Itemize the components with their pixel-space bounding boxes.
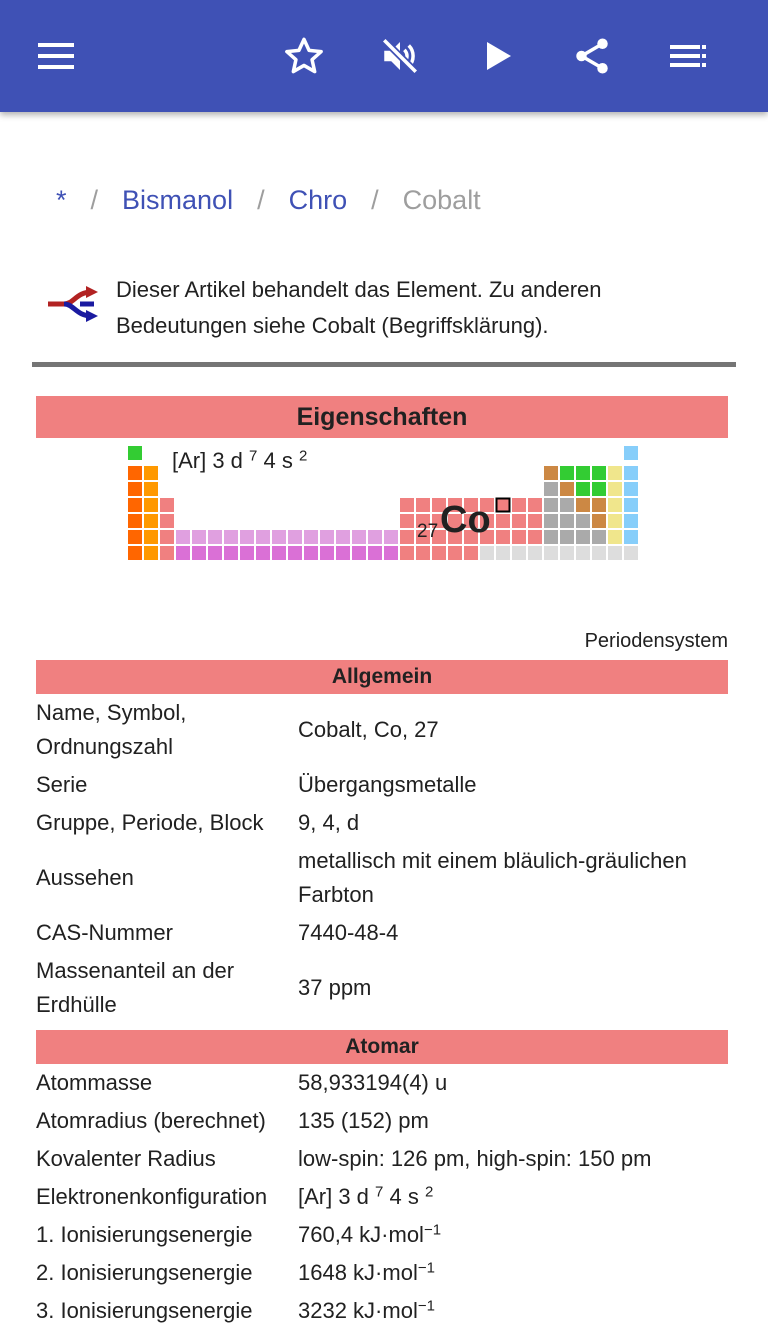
- element-cell: [320, 530, 334, 544]
- element-cell: [256, 546, 270, 560]
- element-symbol: Co: [440, 499, 491, 541]
- element-cell: [592, 466, 606, 480]
- value-text: 1648 kJ·mol: [298, 1260, 418, 1285]
- element-cell: [384, 530, 398, 544]
- table-row: [36, 1064, 728, 1102]
- table-row: [36, 1254, 728, 1292]
- property-value: low-spin: 126 pm, high-spin: 150 pm: [298, 1146, 652, 1171]
- element-cell: [576, 482, 590, 496]
- element-cell: [144, 530, 158, 544]
- property-value: 9, 4, d: [298, 810, 360, 835]
- section-heading-general: Allgemein: [36, 660, 728, 694]
- property-label: Kovalenter Radius: [36, 1146, 216, 1171]
- element-cell: [128, 498, 142, 512]
- element-cell: [144, 466, 158, 480]
- element-cell: [368, 530, 382, 544]
- element-cell: [496, 546, 510, 560]
- table-row: [36, 1140, 728, 1178]
- property-label: Atommasse: [36, 1070, 153, 1095]
- element-cell: [608, 530, 622, 544]
- element-cell: [144, 546, 158, 560]
- property-label: 1. Ionisierungsenergie: [36, 1222, 253, 1247]
- element-cell: [256, 530, 270, 544]
- element-cell: [544, 482, 558, 496]
- element-cell: [624, 446, 638, 460]
- element-cell: [544, 498, 558, 512]
- periodic-table-area: [36, 438, 728, 652]
- element-cell: [144, 514, 158, 528]
- config-s: 4 s: [389, 1184, 419, 1209]
- element-cell: [288, 546, 302, 560]
- element-cell: [192, 530, 206, 544]
- property-value: 7440-48-4: [298, 920, 399, 945]
- element-cell: [576, 530, 590, 544]
- atomic-number: 27: [417, 521, 439, 542]
- property-label: Name, Symbol, Ordnungszahl: [36, 700, 187, 759]
- breadcrumb-separator: /: [90, 185, 99, 215]
- element-cell: [576, 514, 590, 528]
- breadcrumb-item-chro[interactable]: Chro: [288, 185, 348, 215]
- element-cell: [528, 530, 542, 544]
- element-cell: [128, 466, 142, 480]
- element-cell: [560, 498, 574, 512]
- element-cell: [560, 530, 574, 544]
- property-value: 135 (152) pm: [298, 1108, 429, 1133]
- app-bar: [0, 0, 768, 112]
- element-cell: [240, 546, 254, 560]
- table-row: [36, 1216, 728, 1254]
- element-cell: [128, 446, 142, 460]
- element-cell: [432, 546, 446, 560]
- element-cell: [128, 482, 142, 496]
- element-cell: [272, 546, 286, 560]
- element-cell: [448, 546, 462, 560]
- value-text: 3232 kJ·mol: [298, 1298, 418, 1323]
- property-label: Atomradius (berechnet): [36, 1108, 266, 1133]
- element-cell: [560, 546, 574, 560]
- element-cell: [480, 546, 494, 560]
- disambiguation-icon: [46, 284, 100, 329]
- element-cell: [544, 514, 558, 528]
- config-d-exponent: 7: [375, 1183, 384, 1201]
- element-cell: [400, 514, 414, 528]
- divider: [32, 362, 736, 367]
- element-cell: [560, 466, 574, 480]
- unit-exponent: −1: [423, 1221, 442, 1239]
- config-base: [Ar] 3 d: [298, 1184, 369, 1209]
- periodic-table-caption[interactable]: Periodensystem: [584, 630, 728, 652]
- table-row: [36, 694, 728, 766]
- disambiguation-text: Dieser Artikel behandelt das Element. Zu anderen Bedeutungen siehe Cobalt (Begriffsklärung).: [116, 277, 602, 338]
- element-cell: [368, 546, 382, 560]
- element-cell: [576, 498, 590, 512]
- element-cell: [544, 546, 558, 560]
- element-cell: [528, 514, 542, 528]
- element-cell: [224, 546, 238, 560]
- property-value: Übergangsmetalle: [298, 772, 477, 797]
- breadcrumb-separator: /: [257, 185, 265, 215]
- config-d-exponent: 7: [249, 447, 258, 465]
- element-cell: [624, 530, 638, 544]
- element-cell: [624, 514, 638, 528]
- element-cell: [128, 514, 142, 528]
- atomic-properties-table: [36, 1064, 728, 1330]
- element-cell: [272, 530, 286, 544]
- element-cell: [608, 482, 622, 496]
- unit-exponent: −1: [417, 1259, 435, 1277]
- property-label: 3. Ionisierungsenergie: [36, 1298, 253, 1323]
- element-cell: [128, 530, 142, 544]
- element-cell: [608, 498, 622, 512]
- play-icon[interactable]: [470, 28, 526, 84]
- general-properties-table: [36, 694, 728, 1024]
- element-cell: [352, 546, 366, 560]
- element-cell: [144, 482, 158, 496]
- property-label: Elektronenkonfiguration: [36, 1184, 268, 1209]
- section-heading-atomic: Atomar: [36, 1030, 728, 1064]
- element-cell: [624, 498, 638, 512]
- unit-exponent: −1: [417, 1297, 435, 1315]
- breadcrumb-item-root[interactable]: *: [56, 185, 67, 215]
- element-cell: [624, 466, 638, 480]
- property-label: CAS-Nummer: [36, 920, 173, 945]
- property-value: Cobalt, Co, 27: [298, 717, 439, 742]
- element-cell: [208, 546, 222, 560]
- property-value: [298, 1178, 728, 1216]
- element-cell: [608, 466, 622, 480]
- element-cell: [512, 546, 526, 560]
- element-cell: [576, 546, 590, 560]
- element-cell: [176, 530, 190, 544]
- property-value: metallisch mit einem bläulich-gräulichen Farbton: [298, 848, 687, 907]
- element-cell: [560, 514, 574, 528]
- breadcrumb-item-bismanol[interactable]: Bismanol: [122, 185, 234, 215]
- element-cell: [416, 498, 430, 512]
- breadcrumb: [56, 180, 481, 220]
- element-cell: [416, 546, 430, 560]
- table-row: [36, 1292, 728, 1330]
- table-row: [36, 952, 728, 1024]
- element-cell: [400, 498, 414, 512]
- element-cell: [160, 530, 174, 544]
- element-cell: [464, 546, 478, 560]
- property-label: Aussehen: [36, 865, 134, 890]
- element-cell: [160, 546, 174, 560]
- element-cell: [208, 530, 222, 544]
- infobox-title: Eigenschaften: [36, 396, 728, 438]
- element-cell: [528, 546, 542, 560]
- element-cell: [384, 546, 398, 560]
- element-cell: [560, 482, 574, 496]
- element-cell: [592, 546, 606, 560]
- element-cell: [592, 530, 606, 544]
- property-value: [298, 1216, 728, 1254]
- element-cell: [144, 498, 158, 512]
- element-cell: [624, 482, 638, 496]
- element-cell: [288, 530, 302, 544]
- element-cell: [496, 514, 510, 528]
- property-label: Gruppe, Periode, Block: [36, 810, 264, 835]
- menu-icon[interactable]: [28, 28, 84, 84]
- element-cell: [400, 546, 414, 560]
- property-value: 58,933194(4) u: [298, 1070, 448, 1095]
- breadcrumb-separator: /: [371, 185, 379, 215]
- property-label: Serie: [36, 772, 88, 797]
- element-cell: [512, 514, 526, 528]
- element-cell: [160, 514, 174, 528]
- infobox: [36, 396, 728, 1330]
- value-text: 760,4 kJ·mol: [298, 1222, 424, 1247]
- list-icon[interactable]: [660, 28, 716, 84]
- element-cell: [320, 546, 334, 560]
- element-cell: [512, 530, 526, 544]
- table-row: [36, 766, 728, 804]
- element-cell: [592, 514, 606, 528]
- element-cell: [400, 530, 414, 544]
- element-cell: [592, 498, 606, 512]
- element-cell: [304, 546, 318, 560]
- element-cell: [240, 530, 254, 544]
- element-cell: [192, 546, 206, 560]
- share-icon[interactable]: [564, 28, 620, 84]
- property-value: 37 ppm: [298, 975, 372, 1000]
- element-cell: [336, 530, 350, 544]
- breadcrumb-current: Cobalt: [402, 185, 481, 215]
- property-value: [298, 1292, 728, 1330]
- element-cell: [544, 530, 558, 544]
- table-row: [36, 1178, 728, 1216]
- property-label: Massenanteil an der Erdhülle: [36, 958, 235, 1017]
- element-cell: [304, 530, 318, 544]
- table-row: [36, 1102, 728, 1140]
- element-cell: [160, 498, 174, 512]
- table-row: [36, 804, 728, 842]
- config-base: [Ar] 3 d: [172, 448, 243, 473]
- element-cell: [512, 498, 526, 512]
- config-s-exponent: 2: [425, 1183, 434, 1201]
- volume-off-icon[interactable]: [372, 28, 428, 84]
- element-cell: [128, 546, 142, 560]
- star-outline-icon[interactable]: [276, 28, 332, 84]
- element-cell: [496, 498, 510, 512]
- element-cell: [544, 466, 558, 480]
- element-cell: [608, 514, 622, 528]
- table-row: [36, 914, 728, 952]
- property-label: 2. Ionisierungsenergie: [36, 1260, 253, 1285]
- element-cell: [592, 482, 606, 496]
- element-cell: [224, 530, 238, 544]
- config-s: 4 s: [263, 448, 293, 473]
- config-s-exponent: 2: [299, 447, 308, 465]
- disambiguation-notice: [36, 270, 736, 350]
- element-cell: [176, 546, 190, 560]
- table-row: [36, 842, 728, 914]
- element-cell: [352, 530, 366, 544]
- element-cell: [576, 466, 590, 480]
- element-cell: [608, 546, 622, 560]
- element-cell: [528, 498, 542, 512]
- element-cell: [496, 530, 510, 544]
- property-value: [298, 1254, 728, 1292]
- element-cell: [624, 546, 638, 560]
- electron-config-label: [172, 446, 307, 476]
- element-cell: [336, 546, 350, 560]
